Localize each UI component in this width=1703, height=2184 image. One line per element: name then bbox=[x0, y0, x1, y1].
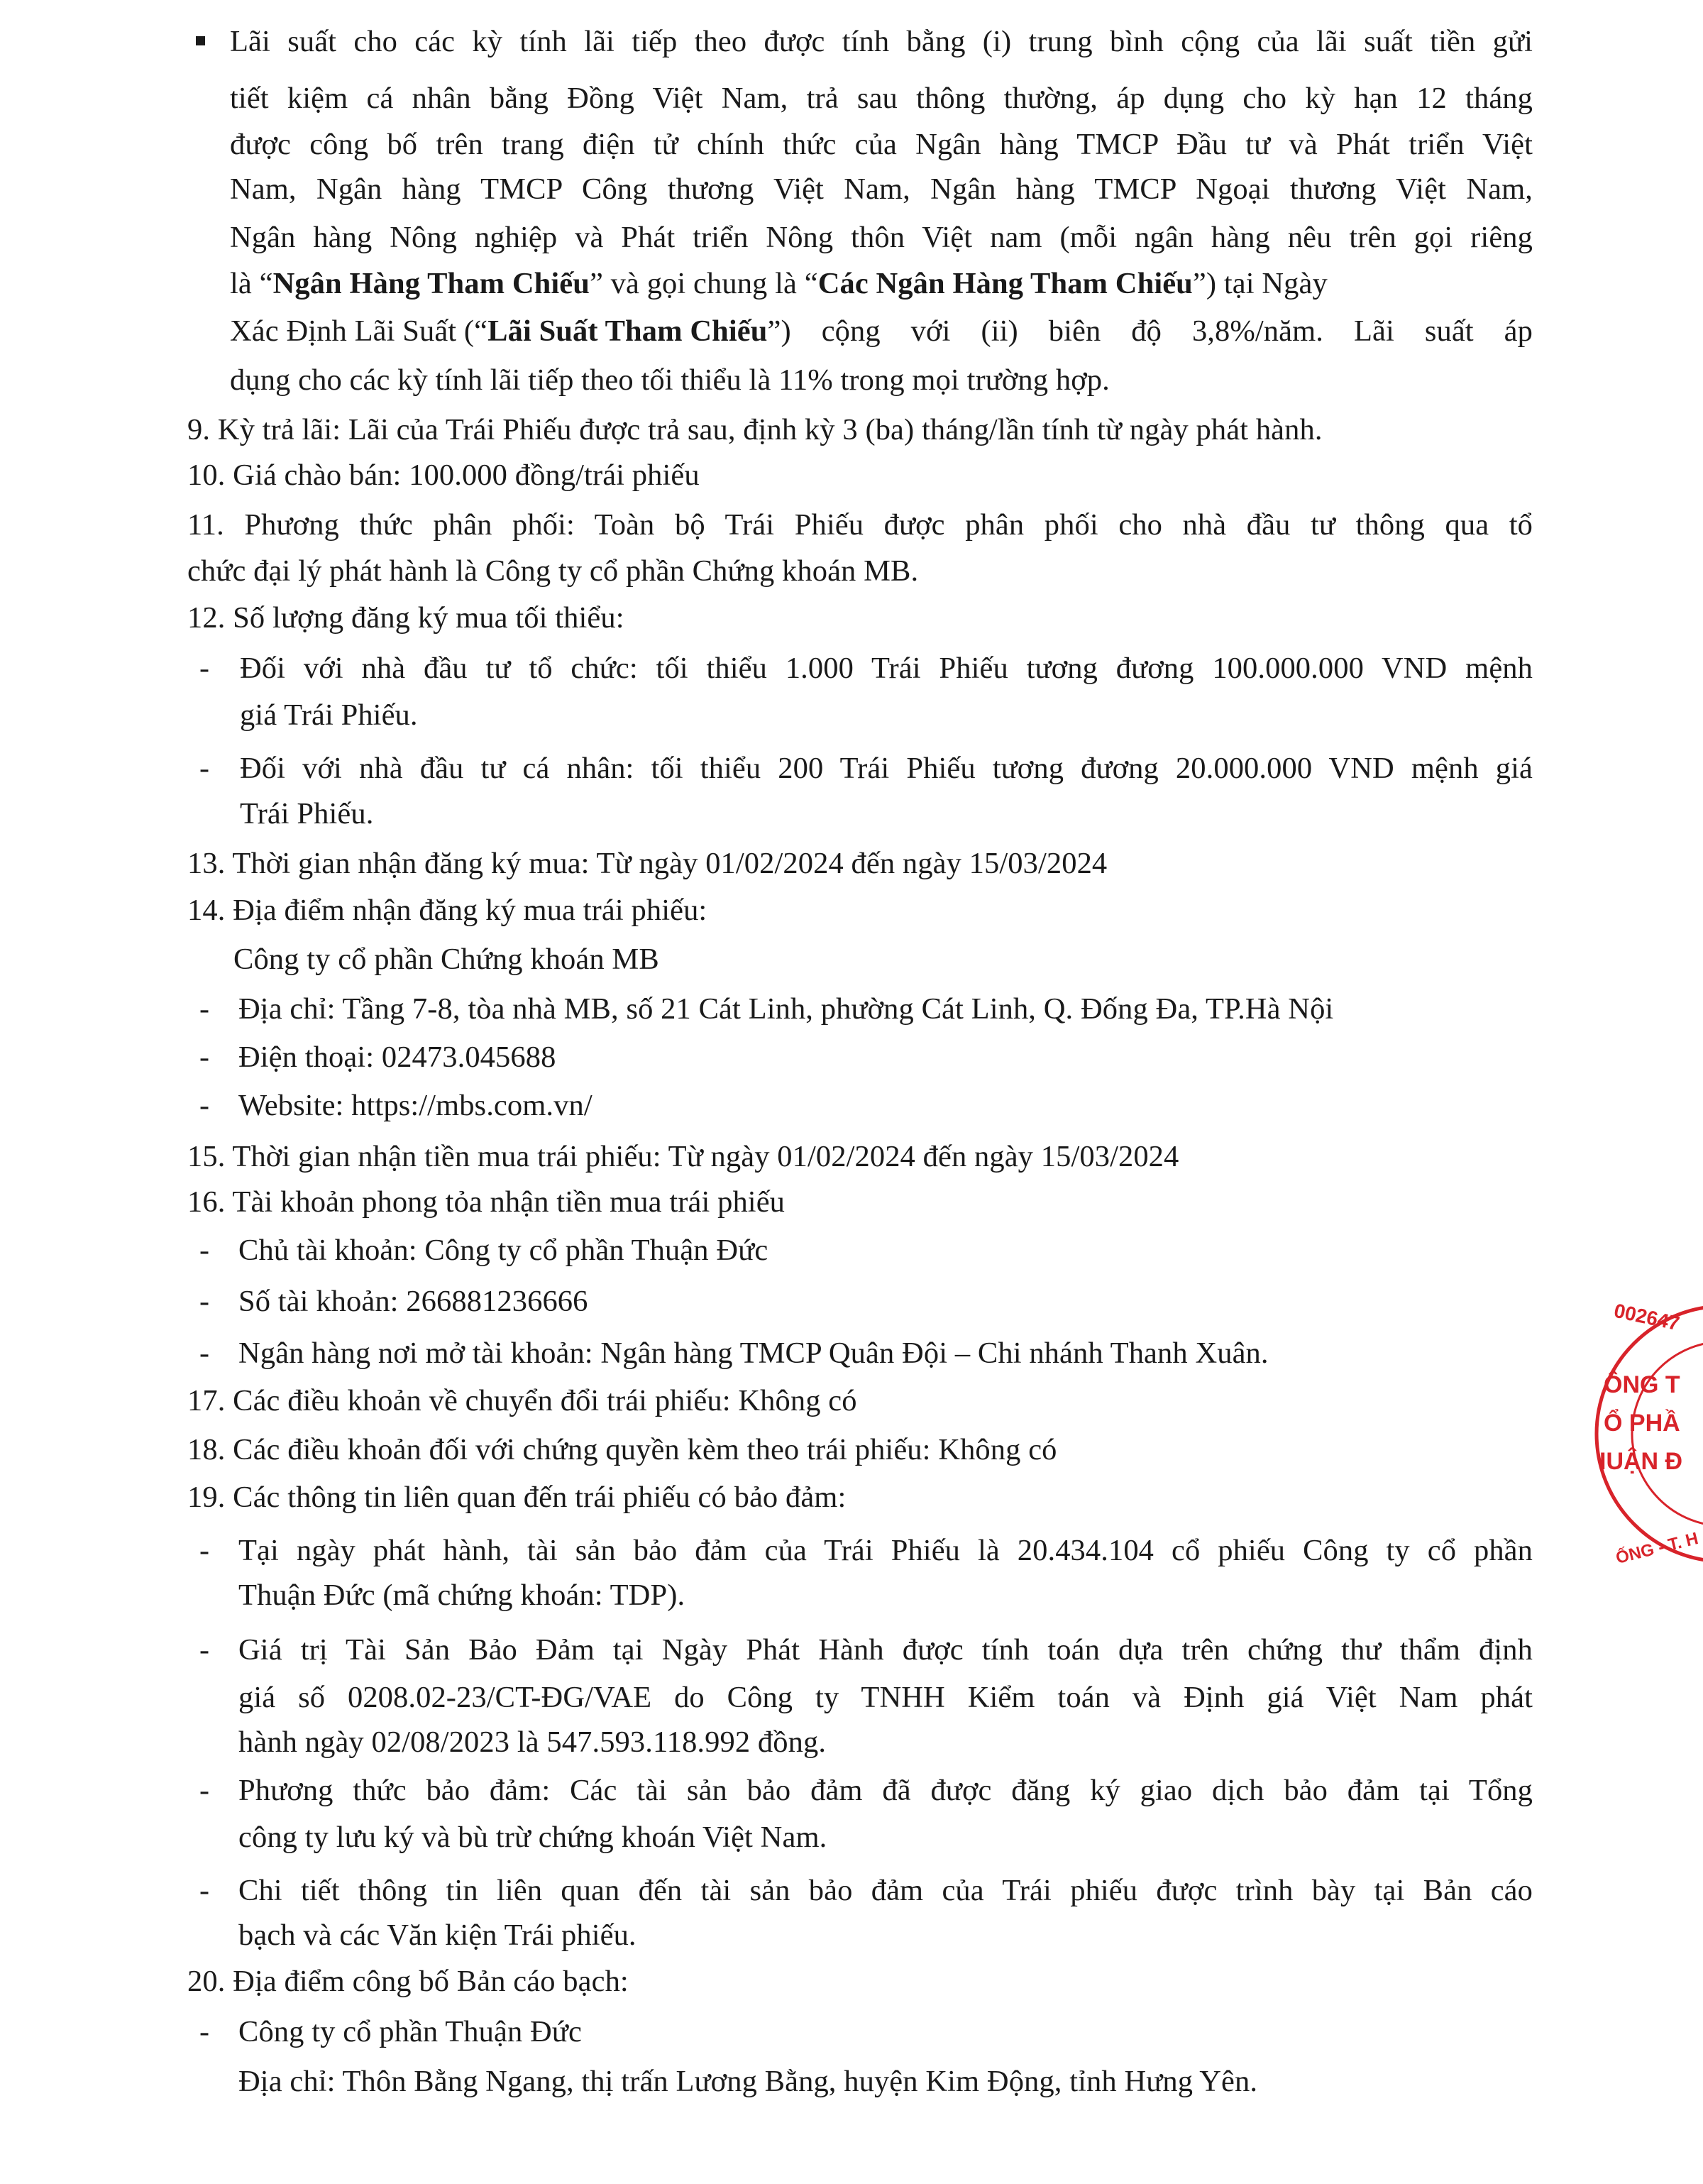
dash-bullet: - bbox=[199, 652, 209, 685]
bullet-square-icon bbox=[196, 36, 205, 45]
item-19-4-line-1: Chi tiết thông tin liên quan đến tài sản bảo đảm của Trái phiếu được trình bày tại Bản cáo bbox=[238, 1874, 1533, 1907]
seal-line-1: ÔNG T bbox=[1604, 1371, 1680, 1398]
text: là “ bbox=[230, 267, 273, 300]
para8-line-6 bbox=[230, 269, 1533, 300]
dash-bullet: - bbox=[199, 1875, 209, 1907]
para8-line-5: Ngân hàng Nông nghiệp và Phát triển Nông thôn Việt nam (mỗi ngân hàng nêu trên gọi riêng bbox=[230, 221, 1533, 254]
item-11-line-2: chức đại lý phát hành là Công ty cổ phần Chứng khoán MB. bbox=[187, 554, 919, 588]
term-cac-ngan-hang-tham-chieu: Các Ngân Hàng Tham Chiếu bbox=[817, 267, 1193, 300]
item-10: 10. Giá chào bán: 100.000 đồng/trái phiếu bbox=[187, 459, 700, 492]
dash-bullet: - bbox=[199, 1634, 209, 1667]
item-14-phone: Điện thoại: 02473.045688 bbox=[238, 1041, 556, 1074]
item-20-company: Công ty cổ phần Thuận Đức bbox=[238, 2015, 582, 2048]
dash-bullet: - bbox=[199, 1535, 209, 1567]
item-12-2-line-2: Trái Phiếu. bbox=[240, 797, 374, 830]
item-12: 12. Số lượng đăng ký mua tối thiểu: bbox=[187, 601, 624, 635]
dash-bullet: - bbox=[199, 2016, 209, 2048]
dash-bullet: - bbox=[199, 1234, 209, 1267]
item-16-account-holder: Chủ tài khoản: Công ty cổ phần Thuận Đức bbox=[238, 1234, 768, 1267]
term-ngan-hang-tham-chieu: Ngân Hàng Tham Chiếu bbox=[272, 267, 590, 300]
para8-line-3: được công bố trên trang điện tử chính thức của Ngân hàng TMCP Đầu tư và Phát triển Việt bbox=[230, 128, 1533, 161]
dash-bullet: - bbox=[199, 1774, 209, 1807]
seal-line-2: Ổ PHẦ bbox=[1604, 1410, 1680, 1437]
para8-line-1: Lãi suất cho các kỳ tính lãi tiếp theo được tính bằng (i) trung bình cộng của lãi suất tiền gửi bbox=[230, 25, 1533, 58]
item-19-3-line-1: Phương thức bảo đảm: Các tài sản bảo đảm đã được đăng ký giao dịch bảo đảm tại Tổng bbox=[238, 1774, 1533, 1807]
item-14-address: Địa chỉ: Tầng 7-8, tòa nhà MB, số 21 Cát Linh, phường Cát Linh, Q. Đống Đa, TP.Hà Nội bbox=[238, 992, 1334, 1026]
item-16: 16. Tài khoản phong tỏa nhận tiền mua trái phiếu bbox=[187, 1185, 786, 1219]
para8-line-8: dụng cho các kỳ tính lãi tiếp theo tối thiểu là 11% trong mọi trường hợp. bbox=[230, 363, 1110, 397]
seal-code: 002647 bbox=[1611, 1299, 1682, 1335]
text: ”) tại Ngày bbox=[1192, 267, 1328, 300]
item-14: 14. Địa điểm nhận đăng ký mua trái phiếu: bbox=[187, 894, 707, 927]
para8-line-4: Nam, Ngân hàng TMCP Công thương Việt Nam, Ngân hàng TMCP Ngoại thương Việt Nam, bbox=[230, 172, 1533, 206]
text: ”) cộng với (ii) biên độ 3,8%/năm. Lãi suất áp bbox=[767, 314, 1533, 348]
dash-bullet: - bbox=[199, 1090, 209, 1122]
dash-bullet: - bbox=[199, 1337, 209, 1370]
para8-line-2: tiết kiệm cá nhân bằng Đồng Việt Nam, trả sau thông thường, áp dụng cho kỳ hạn 12 tháng bbox=[230, 82, 1533, 115]
item-18: 18. Các điều khoản đối với chứng quyền kèm theo trái phiếu: Không có bbox=[187, 1433, 1057, 1466]
item-9: 9. Kỳ trả lãi: Lãi của Trái Phiếu được trả sau, định kỳ 3 (ba) tháng/lần tính từ ngày phát hành. bbox=[187, 413, 1323, 446]
item-14-company: Công ty cổ phần Chứng khoán MB bbox=[233, 943, 659, 976]
item-20-address: Địa chỉ: Thôn Bằng Ngang, thị trấn Lương Bằng, huyện Kim Động, tỉnh Hưng Yên. bbox=[238, 2065, 1258, 2098]
item-19-2-line-1: Giá trị Tài Sản Bảo Đảm tại Ngày Phát Hành được tính toán dựa trên chứng thư thẩm định bbox=[238, 1633, 1533, 1667]
item-19-1-line-1: Tại ngày phát hành, tài sản bảo đảm của Trái Phiếu là 20.434.104 cổ phiếu Công ty cổ phần bbox=[238, 1534, 1533, 1567]
item-20: 20. Địa điểm công bố Bản cáo bạch: bbox=[187, 1965, 629, 1998]
item-12-1-line-2: giá Trái Phiếu. bbox=[240, 698, 418, 732]
dash-bullet: - bbox=[199, 993, 209, 1026]
item-16-account-number: Số tài khoản: 266881236666 bbox=[238, 1285, 588, 1318]
seal-line-3: IUẬN Đ bbox=[1599, 1448, 1683, 1475]
item-11-line-1: 11. Phương thức phân phối: Toàn bộ Trái Phiếu được phân phối cho nhà đầu tư thông qua tổ bbox=[187, 508, 1533, 542]
dash-bullet: - bbox=[199, 752, 209, 785]
item-19-2-line-3: hành ngày 02/08/2023 là 547.593.118.992 đồng. bbox=[238, 1725, 827, 1759]
item-15: 15. Thời gian nhận tiền mua trái phiếu: Từ ngày 01/02/2024 đến ngày 15/03/2024 bbox=[187, 1140, 1179, 1173]
item-19-1-line-2: Thuận Đức (mã chứng khoán: TDP). bbox=[238, 1579, 685, 1612]
item-13: 13. Thời gian nhận đăng ký mua: Từ ngày 01/02/2024 đến ngày 15/03/2024 bbox=[187, 847, 1108, 880]
item-17: 17. Các điều khoản về chuyển đổi trái phiếu: Không có bbox=[187, 1384, 857, 1417]
text: Xác Định Lãi Suất (“ bbox=[230, 314, 488, 348]
item-12-2-line-1: Đối với nhà đầu tư cá nhân: tối thiểu 200 Trái Phiếu tương đương 20.000.000 VND mệnh giá bbox=[240, 752, 1533, 785]
item-19-2-line-2: giá số 0208.02-23/CT-ĐG/VAE do Công ty TNHH Kiểm toán và Định giá Việt Nam phát bbox=[238, 1681, 1533, 1714]
dash-bullet: - bbox=[199, 1041, 209, 1074]
text: ” và gọi chung là “ bbox=[589, 267, 818, 300]
item-19: 19. Các thông tin liên quan đến trái phiếu có bảo đảm: bbox=[187, 1481, 847, 1514]
item-16-bank: Ngân hàng nơi mở tài khoản: Ngân hàng TMCP Quân Đội – Chi nhánh Thanh Xuân. bbox=[238, 1337, 1269, 1370]
dash-bullet: - bbox=[199, 1285, 209, 1318]
item-12-1-line-1: Đối với nhà đầu tư tổ chức: tối thiểu 1.000 Trái Phiếu tương đương 100.000.000 VND mệnh bbox=[240, 652, 1533, 685]
item-14-website: Website: https://mbs.com.vn/ bbox=[238, 1089, 593, 1122]
para8-line-7 bbox=[230, 314, 1533, 348]
seal-bottom-text: ỐNG - T. H bbox=[1614, 1529, 1701, 1568]
item-19-4-line-2: bạch và các Văn kiện Trái phiếu. bbox=[238, 1919, 636, 1952]
company-seal-stamp bbox=[1589, 1278, 1703, 1590]
term-lai-suat-tham-chieu: Lãi Suất Tham Chiếu bbox=[487, 314, 768, 348]
item-19-3-line-2: công ty lưu ký và bù trừ chứng khoán Việt Nam. bbox=[238, 1821, 827, 1854]
